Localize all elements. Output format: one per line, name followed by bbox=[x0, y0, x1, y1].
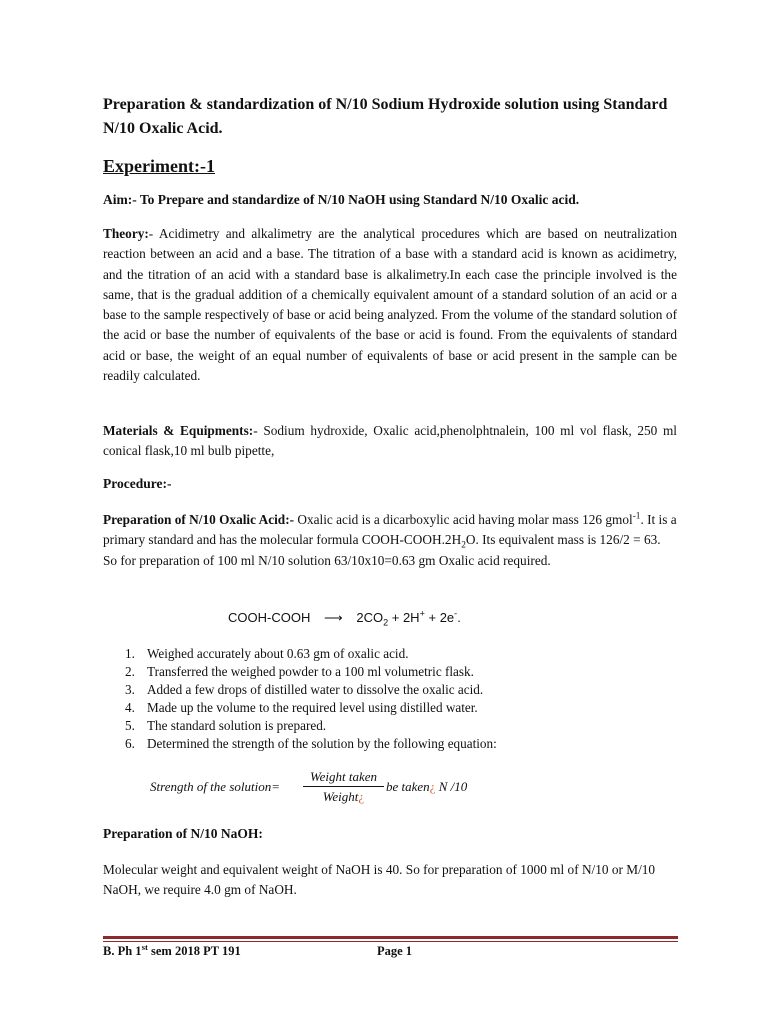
naoh-paragraph: Molecular weight and equivalent weight of NaOH is 40. So for preparation of 1000 ml of N/10 or M/10 NaOH, we require 4.0 gm of NaOH. bbox=[103, 862, 656, 898]
oxalic-text-c: O. Its equivalent mass is 126/2 = 63. So for preparation of 100 ml N/10 solution 63/10x10=0.63 gm Oxalic acid required. bbox=[103, 532, 661, 568]
oxalic-text-a: Oxalic acid is a dicarboxylic acid having molar mass 126 gmol bbox=[294, 512, 633, 527]
eq-reactant: COOH-COOH bbox=[228, 610, 311, 625]
oxalic-sup: -1 bbox=[632, 511, 641, 522]
oxalic-prep-paragraph bbox=[103, 510, 677, 571]
step-number: 4. bbox=[125, 700, 135, 715]
footer-left-a: B. Ph 1 bbox=[103, 944, 142, 958]
procedure-steps bbox=[103, 645, 497, 753]
step-number: 5. bbox=[125, 718, 135, 733]
naoh-heading: Preparation of N/10 NaOH: bbox=[103, 826, 263, 841]
materials-label: Materials & Equipments: bbox=[103, 423, 254, 438]
eq-e-sup: - bbox=[454, 608, 458, 619]
arrow-icon: ⟶ bbox=[324, 610, 343, 625]
step-number: 3. bbox=[125, 682, 135, 697]
eq-p1: 2CO bbox=[356, 610, 384, 625]
step-text: Determined the strength of the solution by the following equation: bbox=[147, 736, 497, 751]
materials-paragraph bbox=[103, 421, 677, 462]
step-text: Weighed accurately about 0.63 gm of oxalic acid. bbox=[147, 646, 409, 661]
eq-plus2: + 2e bbox=[424, 610, 455, 625]
footer-course bbox=[103, 941, 241, 959]
formula-den-mark: ¿ bbox=[358, 789, 365, 804]
list-item bbox=[103, 717, 497, 735]
list-item bbox=[103, 681, 497, 699]
aim-line: Aim:- To Prepare and standardize of N/10 NaOH using Standard N/10 Oxalic acid. bbox=[103, 192, 580, 207]
document-title: Preparation & standardization of N/10 Sodium Hydroxide solution using Standard N/10 Oxalic Acid. bbox=[103, 96, 668, 137]
list-item bbox=[103, 699, 497, 717]
step-text: Added a few drops of distilled water to dissolve the oxalic acid. bbox=[147, 682, 484, 697]
step-number: 2. bbox=[125, 664, 135, 679]
oxalic-sub: 2 bbox=[461, 540, 466, 551]
reaction-equation bbox=[228, 608, 461, 628]
eq-p1-sub: 2 bbox=[383, 617, 389, 628]
step-number: 6. bbox=[125, 736, 135, 751]
oxalic-text-b: . It is a primary standard and has the molecular formula COOH-COOH.2H bbox=[103, 512, 677, 548]
footer-left-sup: st bbox=[141, 941, 148, 952]
eq-end: . bbox=[457, 610, 461, 625]
formula-fraction bbox=[303, 768, 384, 807]
theory-text: - Acidimetry and alkalimetry are the analytical procedures which are based on neutralization reaction between an acid and a base. The titration of a base with a standard acid is known as acidimetry, and the titration of an acid with a standard base is alkalimetry.In each case the principle involved is the same, that is the gradual addition of a chemically equivalent amount of a standard solution of an acid or a base to the sample respectively of base or acid being analyzed. From the volume of the standard solution of the acid or base the number of equivalents of the base or acid is found. From the equivalents of standard acid or base, the weight of an equal number of equivalents of base or acid present in the sample can be readily calculated. bbox=[103, 226, 677, 384]
eq-plus1: + 2H bbox=[388, 610, 420, 625]
formula-denominator: Weight bbox=[322, 789, 359, 804]
step-text: The standard solution is prepared. bbox=[147, 718, 327, 733]
page-number: Page 1 bbox=[377, 944, 413, 958]
list-item bbox=[103, 735, 497, 753]
formula-denominator-wrap bbox=[303, 787, 384, 807]
theory-paragraph bbox=[103, 224, 677, 386]
footer-left-b: sem 2018 PT 191 bbox=[147, 944, 241, 958]
experiment-heading: Experiment:-1 bbox=[103, 156, 215, 176]
eq-h-sup: + bbox=[419, 608, 425, 619]
step-text: Made up the volume to the required level using distilled water. bbox=[147, 700, 478, 715]
formula-rhs bbox=[386, 779, 467, 795]
step-text: Transferred the weighed powder to a 100 ml volumetric flask. bbox=[147, 664, 474, 679]
footer-rule-thick bbox=[103, 936, 678, 939]
formula-rhs-a: be taken bbox=[386, 779, 430, 794]
theory-label: Theory: bbox=[103, 226, 149, 241]
formula-rhs-b: N /10 bbox=[435, 779, 468, 794]
formula-lhs: Strength of the solution= bbox=[150, 779, 280, 794]
formula-numerator: Weight taken bbox=[303, 768, 384, 787]
procedure-heading: Procedure:- bbox=[103, 476, 172, 491]
list-item bbox=[103, 645, 497, 663]
formula-rhs-mark: ¿ bbox=[429, 779, 436, 794]
step-number: 1. bbox=[125, 646, 135, 661]
footer-rule-thin bbox=[103, 941, 678, 942]
list-item bbox=[103, 663, 497, 681]
materials-text: - Sodium hydroxide, Oxalic acid,phenolphtnalein, 100 ml vol flask, 250 ml conical flask,10 ml bulb pipette, bbox=[103, 423, 677, 459]
oxalic-prep-label: Preparation of N/10 Oxalic Acid:- bbox=[103, 512, 295, 527]
